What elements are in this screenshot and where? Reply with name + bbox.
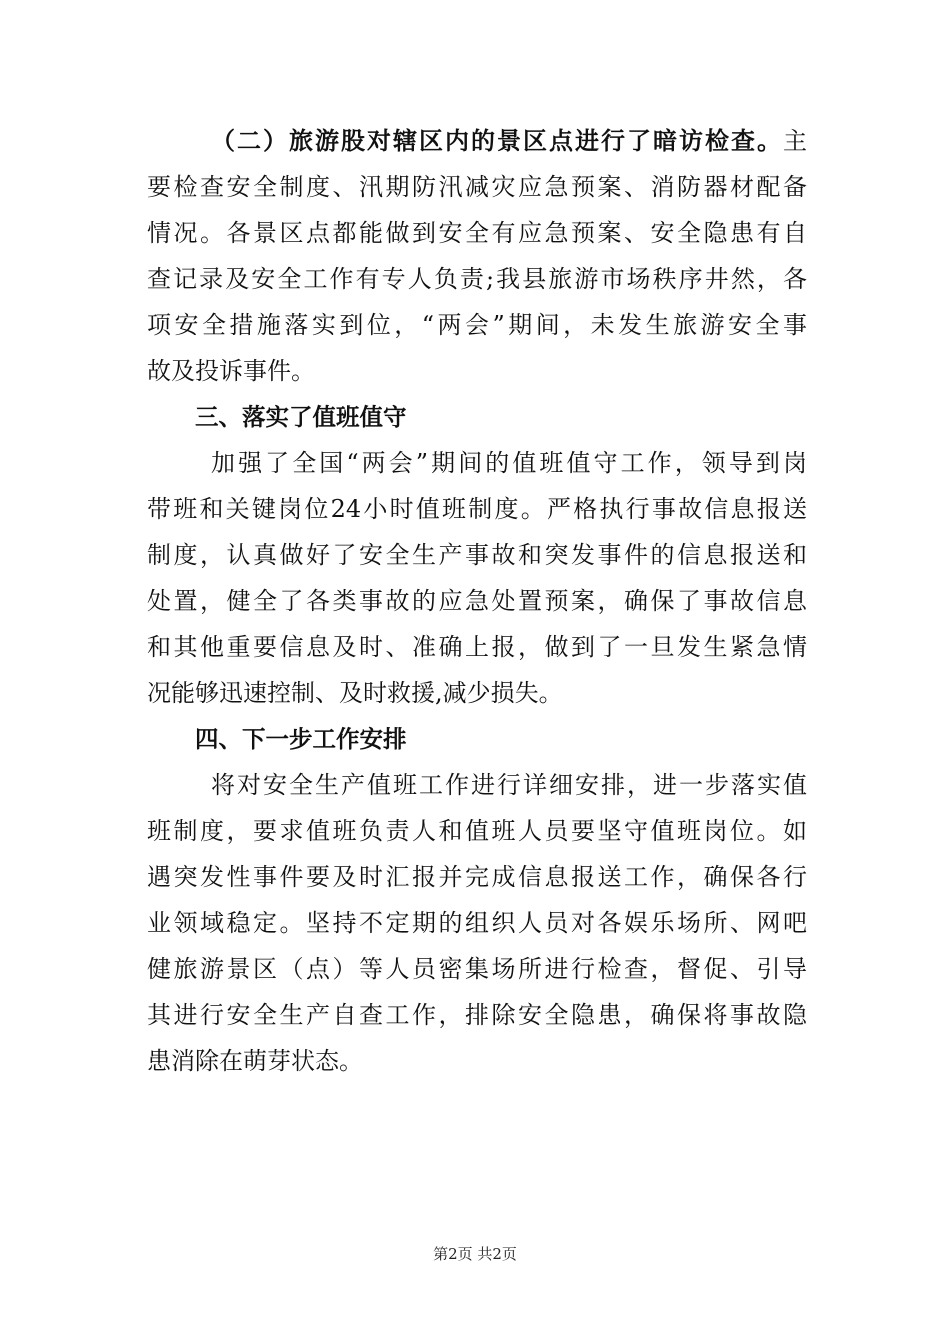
section-two-lead: （二）旅游股对辖区内的景区点进行了暗访检查。: [211, 127, 783, 155]
page-number-footer: 第2页 共2页: [433, 1245, 517, 1263]
section-three-line-5: 和其他重要信息及时、准确上报，做到了一旦发生紧急情: [147, 633, 807, 661]
section-four-heading: 四、下一步工作安排: [195, 725, 407, 753]
section-four-line-5: 健旅游景区（点）等人员密集场所进行检查，督促、引导: [147, 955, 807, 983]
section-four-line-6: 其进行安全生产自查工作，排除安全隐患，确保将事故隐: [147, 1001, 807, 1029]
section-two-line-1: [147, 118, 807, 164]
section-three-line-4: 处置，健全了各类事故的应急处置预案，确保了事故信息: [147, 587, 807, 615]
section-two-line-2: 要检查安全制度、汛期防汛减灾应急预案、消防器材配备: [147, 173, 807, 201]
section-four-line-1: 将对安全生产值班工作进行详细安排，进一步落实值: [211, 771, 807, 799]
section-three-line-1: 加强了全国“两会”期间的值班值守工作，领导到岗: [211, 449, 807, 477]
section-two-line-4: 查记录及安全工作有专人负责;我县旅游市场秩序井然，各: [147, 265, 807, 293]
section-three-line-2: 带班和关键岗位24小时值班制度。严格执行事故信息报送: [147, 495, 807, 523]
section-three-line-3: 制度，认真做好了安全生产事故和突发事件的信息报送和: [147, 541, 807, 569]
section-four-line-7: 患消除在萌芽状态。: [147, 1047, 363, 1075]
section-two-line-1-rest: 主: [783, 127, 807, 155]
section-four-line-4: 业领域稳定。坚持不定期的组织人员对各娱乐场所、网吧: [147, 909, 807, 937]
section-four-line-3: 遇突发性事件要及时汇报并完成信息报送工作，确保各行: [147, 863, 807, 891]
section-two-line-6: 故及投诉事件。: [147, 357, 315, 385]
document-body: [147, 118, 807, 1084]
section-two-line-5: 项安全措施落实到位，“两会”期间，未发生旅游安全事: [147, 311, 807, 339]
section-two-line-3: 情况。各景区点都能做到安全有应急预案、安全隐患有自: [147, 219, 807, 247]
section-three-heading: 三、落实了值班值守: [195, 403, 407, 431]
section-four-line-2: 班制度，要求值班负责人和值班人员要坚守值班岗位。如: [147, 817, 807, 845]
section-three-line-6: 况能够迅速控制、及时救援,减少损失。: [147, 679, 563, 707]
